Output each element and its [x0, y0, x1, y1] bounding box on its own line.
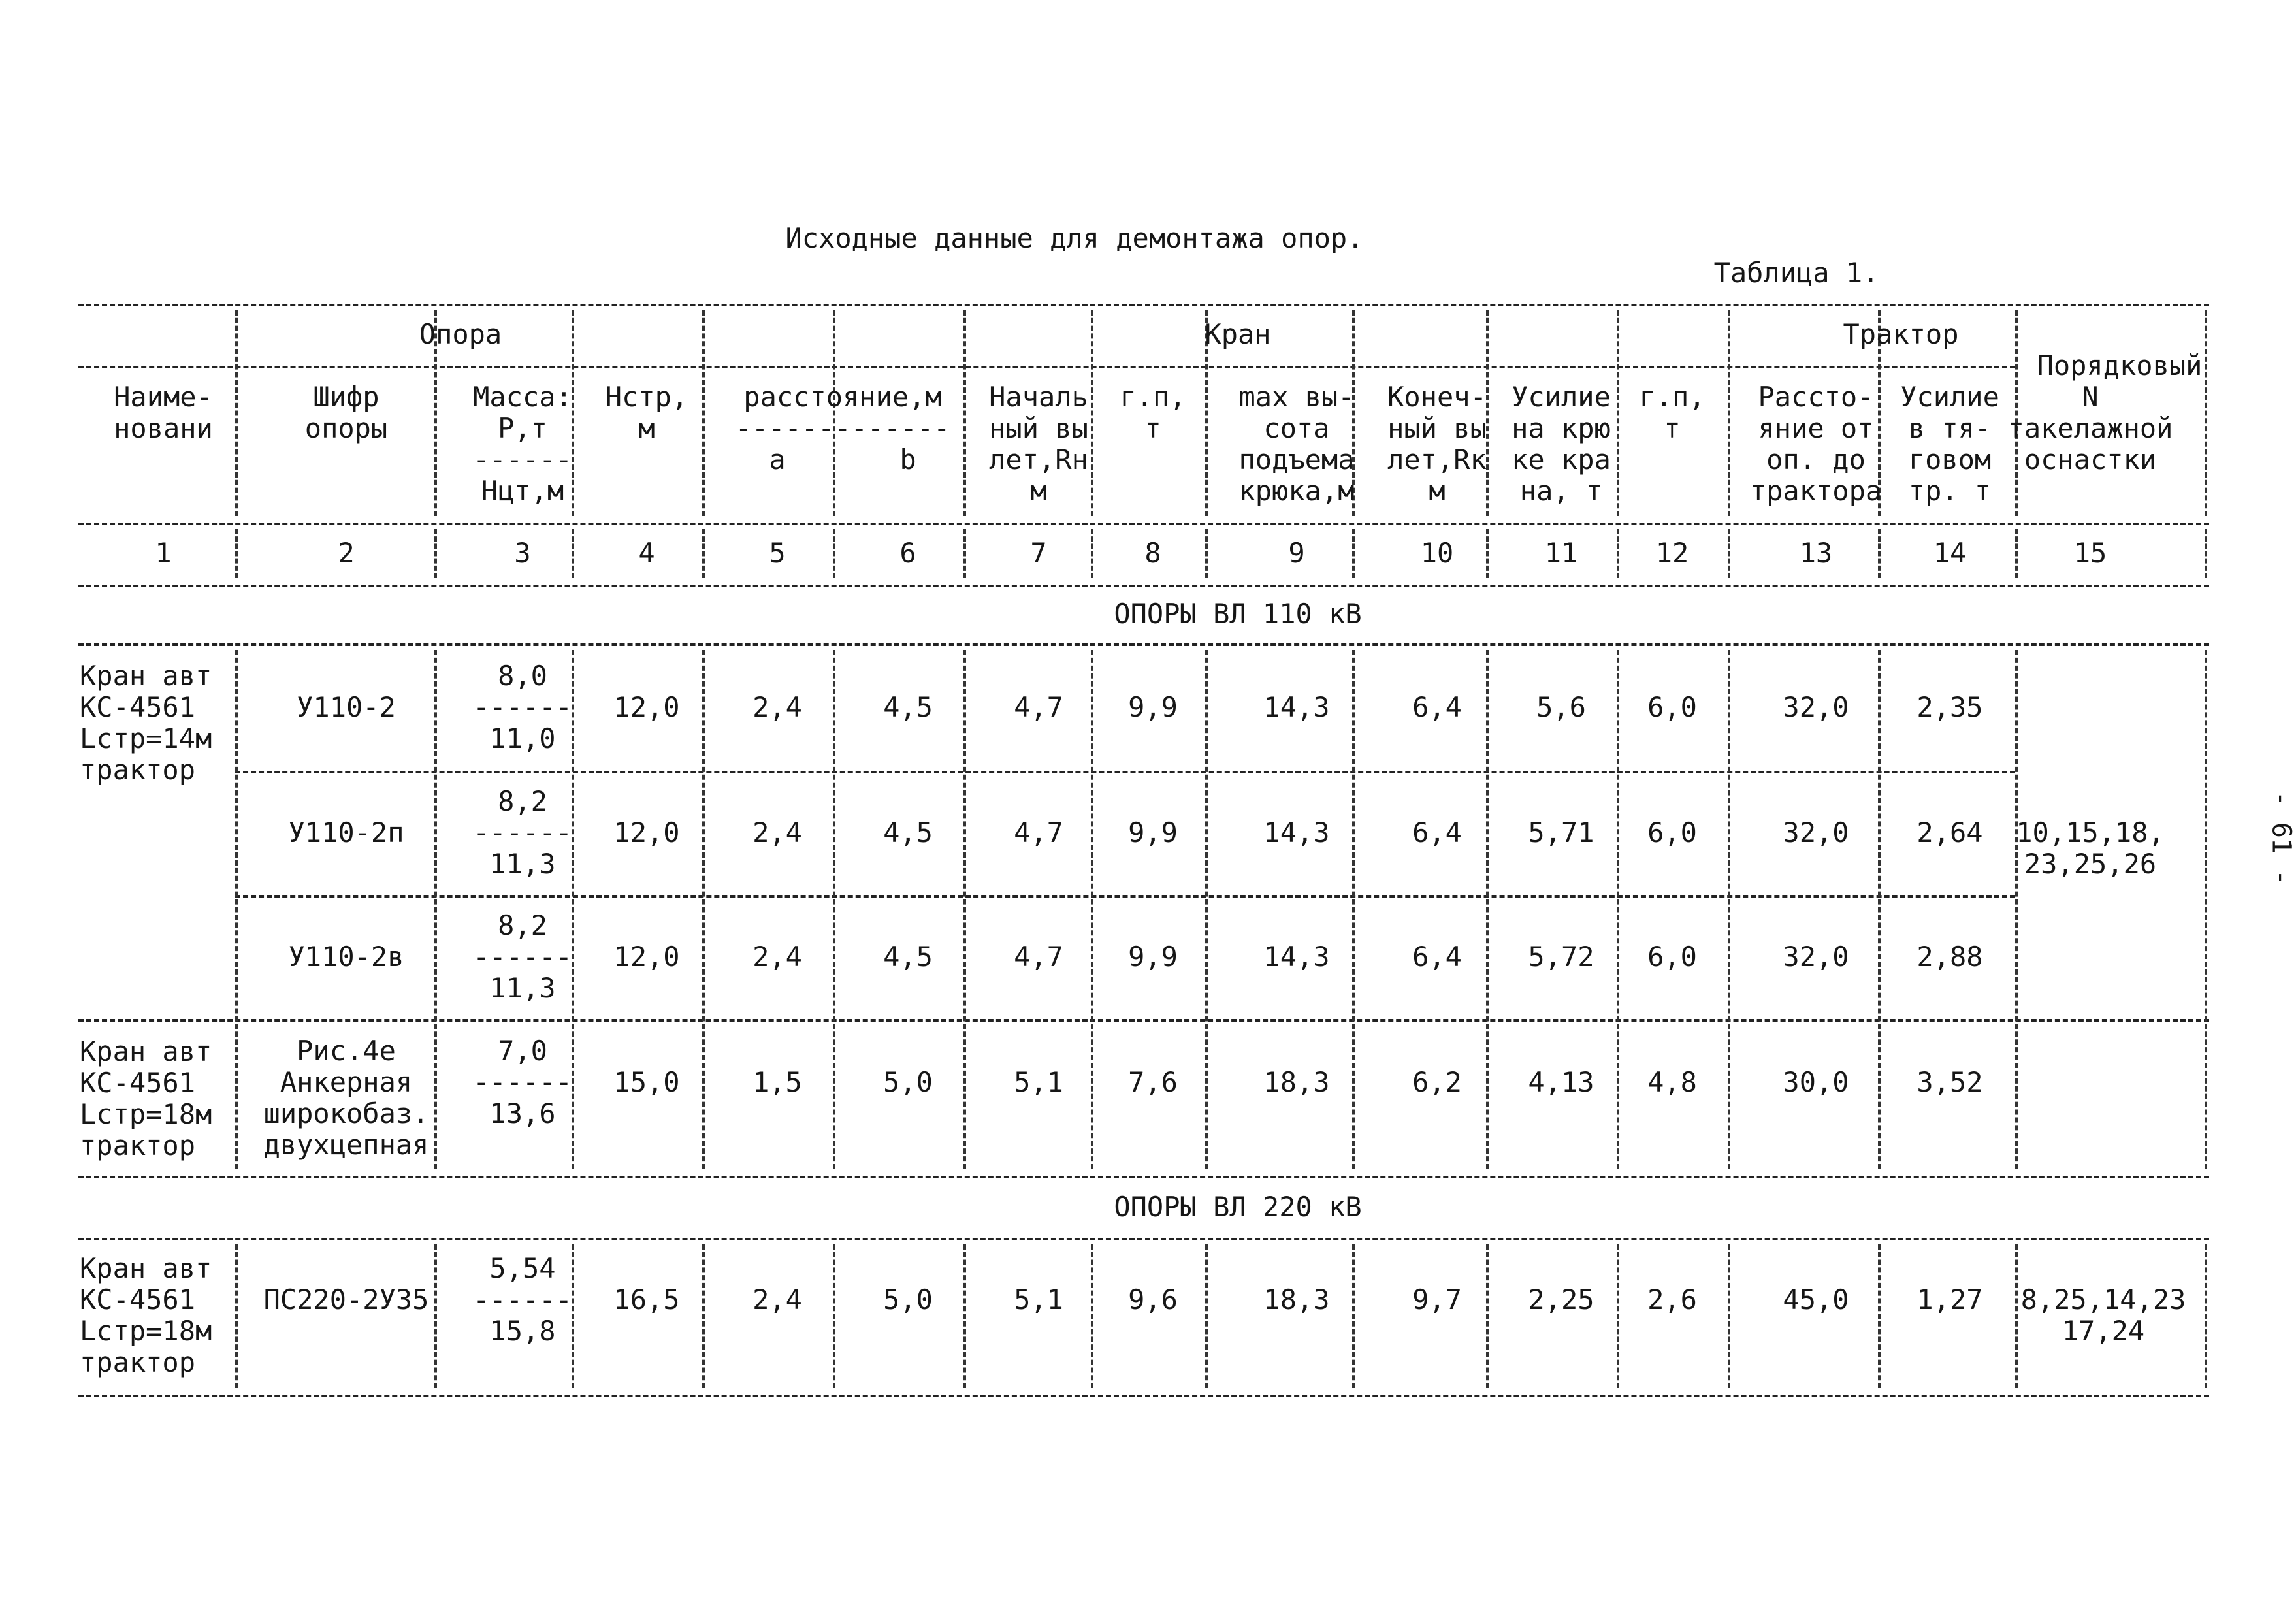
column-divider — [235, 1244, 238, 1388]
header-distance-rule: ------------- — [735, 412, 950, 444]
header-rigging-line-3: оснастки — [2024, 444, 2157, 476]
header-distance-tractor-line-3: оп. до — [1766, 444, 1866, 476]
column-divider — [1352, 1244, 1355, 1388]
column-divider — [833, 1244, 835, 1388]
row-value-hstr: 15,0 — [613, 1066, 680, 1098]
row-value-gp2: 6,0 — [1647, 691, 1697, 723]
header-a: a — [769, 444, 786, 476]
row-hct: 11,3 — [489, 848, 556, 880]
row-mass: 8,2 — [498, 785, 547, 817]
header-shifr-line-2: опоры — [304, 412, 388, 444]
column-number: 2 — [338, 537, 355, 569]
column-divider — [572, 1244, 574, 1388]
row-value-a: 1,5 — [752, 1066, 802, 1098]
row-value-hmax: 18,3 — [1263, 1284, 1330, 1316]
column-number: 11 — [1544, 537, 1578, 569]
row-shifr: У110-2 — [297, 691, 396, 723]
header-force-hook-line-3: ке кра — [1512, 444, 1611, 476]
header-shifr-line-1: Шифр — [313, 381, 380, 413]
row-value-f: 2,25 — [1528, 1284, 1594, 1316]
row-hct: 11,0 — [489, 722, 556, 754]
crane-name-110-anchor-line-2: КС-4561 — [80, 1067, 196, 1099]
column-divider — [963, 529, 966, 578]
table-label: Таблица 1. — [1713, 257, 1879, 289]
row-value-gp: 9,9 — [1128, 941, 1178, 973]
row-mass: 7,0 — [498, 1035, 547, 1067]
section-title-110: ОПОРЫ ВЛ 110 кВ — [1114, 598, 1362, 630]
section-rule — [78, 643, 2209, 646]
group-divider — [78, 1019, 2209, 1022]
column-divider — [833, 650, 835, 1169]
row-value-ft: 3,52 — [1916, 1066, 1983, 1098]
header-force-tractor-line-3: говом — [1908, 444, 1992, 476]
column-divider — [1486, 650, 1489, 1169]
row-value-hstr: 12,0 — [613, 941, 680, 973]
column-divider — [1728, 310, 1730, 516]
header-massa-line-1: Масса: — [473, 381, 572, 413]
row-mass-fraction-rule: ------ — [473, 941, 572, 973]
header-hstr-line-2: м — [638, 412, 655, 444]
row-value-a: 2,4 — [752, 817, 802, 849]
column-divider — [1878, 529, 1881, 578]
row-value-dist: 45,0 — [1783, 1284, 1849, 1316]
row-value-ft: 2,64 — [1916, 817, 1983, 849]
row-mass: 8,0 — [498, 660, 547, 692]
row-value-rn: 4,7 — [1014, 941, 1063, 973]
header-force-tractor-line-1: Усилие — [1900, 381, 1999, 413]
row-mass-fraction-rule: ------ — [473, 691, 572, 723]
column-divider — [572, 529, 574, 578]
header-gp2-line-2: т — [1664, 412, 1681, 444]
row-value-b: 5,0 — [883, 1066, 933, 1098]
header-distance-tractor-line-4: трактора — [1749, 475, 1883, 507]
row-value-gp: 9,6 — [1128, 1284, 1178, 1316]
column-number: 14 — [1933, 537, 1967, 569]
header-massa-line-2: P,т — [498, 412, 547, 444]
rigging-220-line-2: 17,24 — [2062, 1315, 2145, 1347]
header-gp-line-2: т — [1144, 412, 1161, 444]
row-hct: 15,8 — [489, 1315, 556, 1347]
row-value-f: 5,6 — [1536, 691, 1586, 723]
column-divider — [702, 1244, 705, 1388]
row-value-b: 4,5 — [883, 941, 933, 973]
page-number: - 61 - — [2266, 790, 2296, 886]
header-rn-line-4: м — [1030, 475, 1047, 507]
header-massa-line-3: ------ — [473, 444, 572, 476]
header-hmax-line-3: подъема — [1238, 444, 1355, 476]
crane-name-110-anchor-line-4: трактор — [80, 1129, 196, 1161]
row-hct: 11,3 — [489, 972, 556, 1004]
column-divider — [1091, 529, 1093, 578]
header-rigging-line-2: такелажной — [2007, 412, 2173, 444]
row-value-rk: 9,7 — [1412, 1284, 1462, 1316]
rigging-110-line-1: 10,15,18, — [2016, 817, 2165, 849]
column-divider — [833, 529, 835, 578]
group-opora: Опора — [419, 318, 502, 350]
crane-name-110-anchor-line-3: Lстр=18м — [80, 1098, 212, 1130]
column-divider — [2015, 650, 2018, 1169]
row-divider — [235, 771, 2015, 773]
column-divider — [2205, 529, 2207, 578]
crane-name-220-line-2: КС-4561 — [80, 1284, 196, 1316]
column-number: 7 — [1030, 537, 1047, 569]
row-value-gp2: 6,0 — [1647, 817, 1697, 849]
row-shifr-line-3: широкобаз. — [263, 1097, 429, 1129]
header-distance-tractor-line-1: Рассто- — [1758, 381, 1874, 413]
table-top-rule — [78, 304, 2209, 306]
column-number: 8 — [1144, 537, 1161, 569]
crane-name-220-line-1: Кран авт — [80, 1252, 212, 1284]
column-divider — [235, 310, 238, 516]
header-b: b — [899, 444, 916, 476]
column-divider — [1878, 650, 1881, 1169]
row-value-dist: 30,0 — [1783, 1066, 1849, 1098]
group-traktor: Трактор — [1843, 318, 1959, 350]
column-divider — [434, 650, 437, 1169]
column-divider — [1728, 1244, 1730, 1388]
column-number: 9 — [1288, 537, 1305, 569]
column-divider — [1091, 310, 1093, 516]
header-hstr-line-1: Нстр, — [605, 381, 688, 413]
header-hmax-line-1: max вы- — [1238, 381, 1355, 413]
group-header-rule — [78, 366, 2015, 368]
row-value-ft: 2,35 — [1916, 691, 1983, 723]
row-value-a: 2,4 — [752, 1284, 802, 1316]
crane-name-220-line-4: трактор — [80, 1346, 196, 1378]
row-value-gp2: 4,8 — [1647, 1066, 1697, 1098]
column-divider — [2015, 1244, 2018, 1388]
row-value-hstr: 12,0 — [613, 691, 680, 723]
row-shifr: ПС220-2У35 — [263, 1284, 429, 1316]
crane-name-110-line-4: трактор — [80, 754, 196, 786]
row-value-b: 5,0 — [883, 1284, 933, 1316]
row-divider — [235, 895, 2015, 898]
column-divider — [963, 1244, 966, 1388]
column-divider — [1617, 650, 1619, 1169]
row-value-rk: 6,4 — [1412, 817, 1462, 849]
column-number: 3 — [514, 537, 531, 569]
row-mass-fraction-rule: ------ — [473, 1284, 572, 1316]
row-mass-fraction-rule: ------ — [473, 817, 572, 849]
column-divider — [572, 310, 574, 516]
column-divider — [963, 650, 966, 1169]
row-value-b: 4,5 — [883, 817, 933, 849]
row-shifr: У110-2в — [288, 941, 404, 973]
column-divider — [434, 1244, 437, 1388]
crane-name-110-line-3: Lстр=14м — [80, 722, 212, 754]
row-value-rn: 4,7 — [1014, 691, 1063, 723]
column-divider — [2205, 310, 2207, 516]
section-rule — [78, 1176, 2209, 1178]
row-value-ft: 1,27 — [1916, 1284, 1983, 1316]
header-distance-tractor-line-2: яние от — [1758, 412, 1874, 444]
header-gp-line-1: г.п, — [1120, 381, 1186, 413]
row-mass: 8,2 — [498, 909, 547, 941]
row-value-gp: 9,9 — [1128, 691, 1178, 723]
header-rn-line-3: лет,Rн — [989, 444, 1088, 476]
header-gp2-line-1: г.п, — [1639, 381, 1706, 413]
column-numbers-rule — [78, 585, 2209, 587]
column-divider — [702, 310, 705, 516]
row-value-hstr: 12,0 — [613, 817, 680, 849]
column-divider — [1205, 650, 1208, 1169]
row-value-gp2: 2,6 — [1647, 1284, 1697, 1316]
column-divider — [702, 529, 705, 578]
header-force-hook-line-1: Усилие — [1512, 381, 1611, 413]
column-divider — [1728, 650, 1730, 1169]
row-value-b: 4,5 — [883, 691, 933, 723]
column-divider — [702, 650, 705, 1169]
group-kran: Кран — [1205, 318, 1271, 350]
column-divider — [1205, 529, 1208, 578]
header-distance: расстояние,м — [743, 381, 942, 413]
header-bottom-rule — [78, 523, 2209, 525]
column-number: 6 — [899, 537, 916, 569]
row-value-rn: 5,1 — [1014, 1284, 1063, 1316]
column-divider — [1878, 1244, 1881, 1388]
column-divider — [1352, 650, 1355, 1169]
row-mass: 5,54 — [489, 1252, 556, 1284]
header-rk-line-2: ный вы — [1387, 412, 1487, 444]
header-force-tractor-line-4: тр. т — [1908, 475, 1992, 507]
header-force-hook-line-4: на, т — [1519, 475, 1603, 507]
header-rk-line-1: Конеч- — [1387, 381, 1487, 413]
crane-name-110-line-1: Кран авт — [80, 660, 212, 692]
column-divider — [1486, 529, 1489, 578]
rigging-110-line-2: 23,25,26 — [2024, 848, 2157, 880]
row-value-ft: 2,88 — [1916, 941, 1983, 973]
column-divider — [235, 529, 238, 578]
column-number: 10 — [1420, 537, 1454, 569]
row-shifr-line-2: Анкерная — [280, 1066, 413, 1098]
row-value-gp: 9,9 — [1128, 817, 1178, 849]
column-number: 5 — [769, 537, 786, 569]
row-value-a: 2,4 — [752, 691, 802, 723]
column-divider — [1617, 310, 1619, 516]
row-value-gp: 7,6 — [1128, 1066, 1178, 1098]
header-force-hook-line-2: на крю — [1512, 412, 1611, 444]
column-number: 1 — [155, 537, 172, 569]
row-value-hmax: 18,3 — [1263, 1066, 1330, 1098]
column-divider — [1617, 1244, 1619, 1388]
row-value-dist: 32,0 — [1783, 817, 1849, 849]
column-divider — [1617, 529, 1619, 578]
header-rigging-line-1: N — [2082, 381, 2099, 413]
rigging-220-line-1: 8,25,14,23 — [2020, 1284, 2186, 1316]
header-massa-line-4: Нцт,м — [481, 475, 564, 507]
column-divider — [2015, 529, 2018, 578]
column-divider — [1352, 529, 1355, 578]
column-divider — [1728, 529, 1730, 578]
row-value-f: 5,71 — [1528, 817, 1594, 849]
crane-name-110-line-2: КС-4561 — [80, 691, 196, 723]
section-title-220: ОПОРЫ ВЛ 220 кВ — [1114, 1191, 1362, 1223]
row-value-rk: 6,4 — [1412, 941, 1462, 973]
row-value-rk: 6,4 — [1412, 691, 1462, 723]
header-hmax-line-4: крюка,м — [1238, 475, 1355, 507]
row-shifr-line-1: Рис.4е — [297, 1035, 396, 1067]
column-number: 4 — [638, 537, 655, 569]
row-shifr: У110-2п — [288, 817, 404, 849]
column-divider — [2205, 1244, 2207, 1388]
group-poryadkovy: Порядковый — [2037, 349, 2203, 381]
row-value-f: 5,72 — [1528, 941, 1594, 973]
section-rule — [78, 1238, 2209, 1240]
row-value-rn: 5,1 — [1014, 1066, 1063, 1098]
row-value-hmax: 14,3 — [1263, 817, 1330, 849]
row-value-gp2: 6,0 — [1647, 941, 1697, 973]
row-value-hmax: 14,3 — [1263, 691, 1330, 723]
crane-name-110-anchor-line-1: Кран авт — [80, 1035, 212, 1067]
row-value-a: 2,4 — [752, 941, 802, 973]
header-rn-line-1: Началь — [989, 381, 1088, 413]
header-rk-line-4: м — [1429, 475, 1446, 507]
column-divider — [1486, 1244, 1489, 1388]
header-force-tractor-line-2: в тя- — [1908, 412, 1992, 444]
row-mass-fraction-rule: ------ — [473, 1066, 572, 1098]
column-number: 15 — [2073, 537, 2107, 569]
row-value-rk: 6,2 — [1412, 1066, 1462, 1098]
crane-name-220-line-3: Lстр=18м — [80, 1315, 212, 1347]
document-title: Исходные данные для демонтажа опор. — [785, 222, 1364, 254]
column-divider — [235, 650, 238, 1169]
header-hmax-line-2: сота — [1263, 412, 1330, 444]
column-divider — [1091, 650, 1093, 1169]
row-value-hmax: 14,3 — [1263, 941, 1330, 973]
row-value-dist: 32,0 — [1783, 691, 1849, 723]
row-value-dist: 32,0 — [1783, 941, 1849, 973]
header-rn-line-2: ный вы — [989, 412, 1088, 444]
header-name-line-1: Наиме- — [114, 381, 213, 413]
column-divider — [434, 529, 437, 578]
row-value-hstr: 16,5 — [613, 1284, 680, 1316]
header-name-line-2: новани — [114, 412, 213, 444]
column-number: 12 — [1655, 537, 1689, 569]
column-divider — [1205, 1244, 1208, 1388]
column-divider — [2205, 650, 2207, 1169]
column-number: 13 — [1799, 537, 1833, 569]
row-value-rn: 4,7 — [1014, 817, 1063, 849]
column-divider — [1091, 1244, 1093, 1388]
table-bottom-rule — [78, 1395, 2209, 1397]
row-shifr-line-4: двухцепная — [263, 1129, 429, 1161]
row-value-f: 4,13 — [1528, 1066, 1594, 1098]
header-rk-line-3: лет,Rк — [1387, 444, 1487, 476]
row-hct: 13,6 — [489, 1097, 556, 1129]
column-divider — [963, 310, 966, 516]
